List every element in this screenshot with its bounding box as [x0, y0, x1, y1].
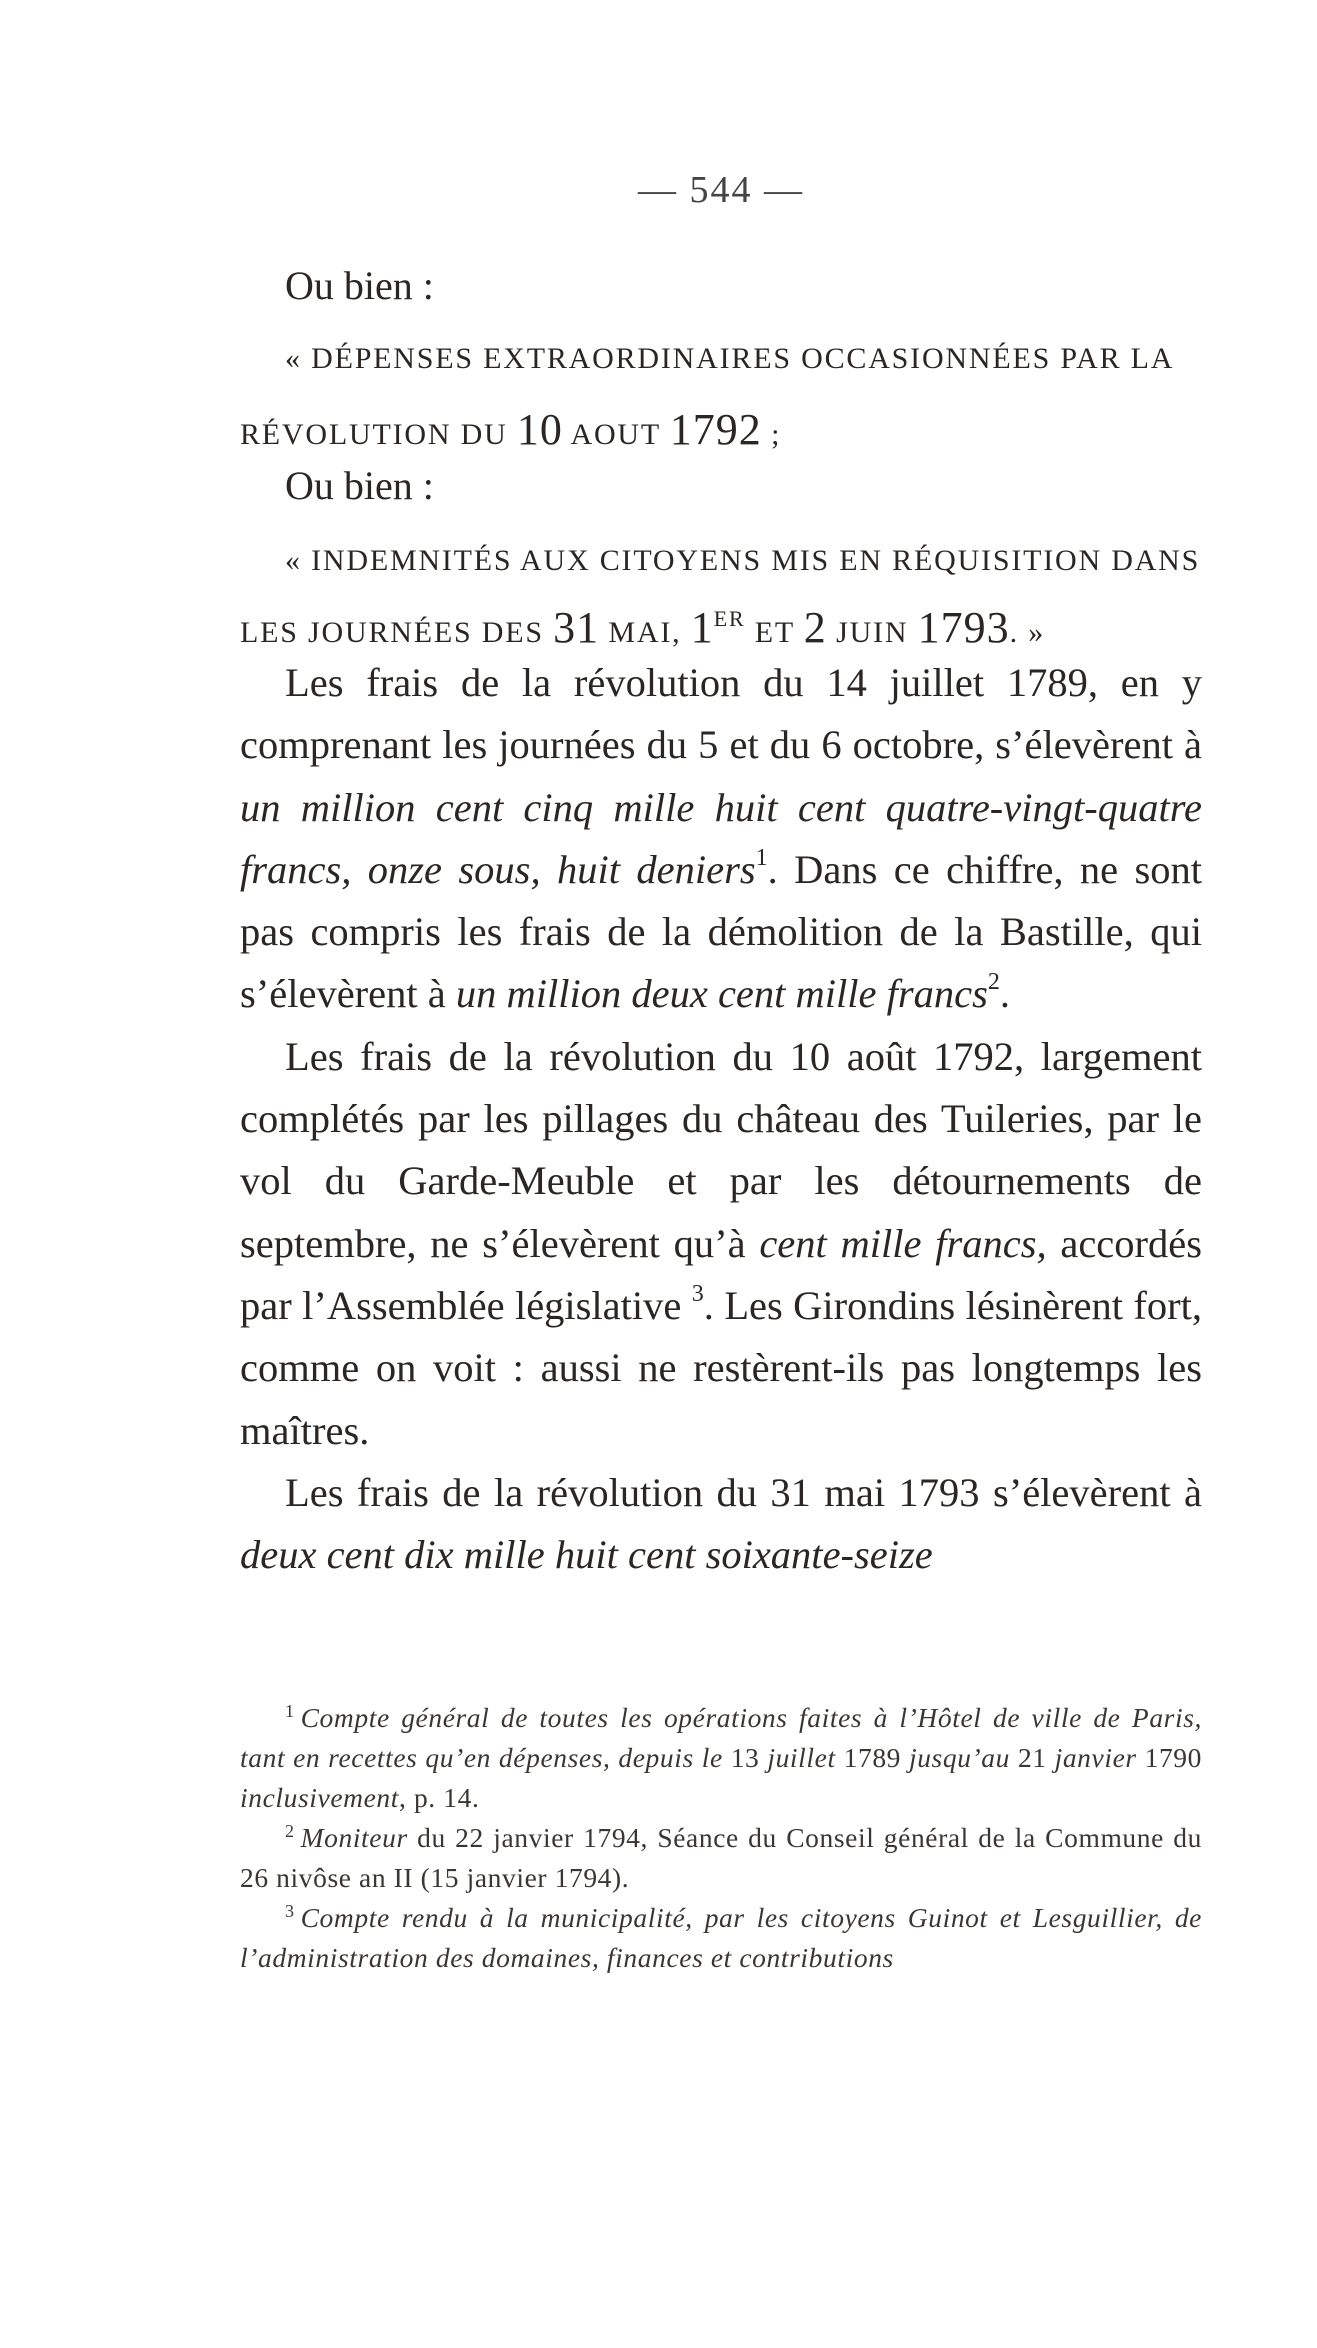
heading2-line2: [240, 602, 1045, 653]
heading1-text: « DÉPENSES EXTRAORDINAIRES OCCASIONNÉES PAR LA: [285, 342, 1175, 375]
paragraph-3-text: Les frais de la révolution du 31 mai 1793 s’élevèrent à: [285, 1469, 1202, 1515]
heading2-text: « INDEMNITÉS AUX CITOYENS MIS EN RÉQUISITION DANS: [285, 544, 1201, 577]
paragraph-1: [240, 652, 1202, 1026]
heading1-text: ;: [761, 418, 782, 451]
heading2-number: 2: [803, 603, 827, 652]
paragraph-2-text: . Les Girondins lésinèrent fort, comme on voit : aussi ne restèrent-ils pas longtemps les maîtres.: [240, 1282, 1203, 1453]
footnote-2-italic: Moniteur: [300, 1822, 408, 1853]
paragraph-2-italic: cent mille francs,: [759, 1220, 1047, 1266]
heading1-number: 1792: [669, 405, 762, 454]
footnote-3: [240, 1898, 1202, 1978]
footnote-1-text: 1789: [835, 1742, 909, 1773]
heading2-text: MAI,: [599, 616, 691, 649]
heading2-superscript: ER: [713, 606, 746, 631]
footnote-ref-1: 1: [755, 844, 768, 871]
footnote-3-mark: 3: [285, 1901, 295, 1921]
heading1-line1: [285, 342, 1174, 376]
heading2-number: 1793: [917, 603, 1010, 652]
paragraph-3-italic: deux cent dix mille huit cent soixante-seize: [240, 1532, 933, 1578]
heading1-line2: [240, 404, 781, 455]
footnote-1-italic: jusqu’au: [908, 1742, 1011, 1773]
heading2-text: ET: [745, 616, 804, 649]
paragraph-1-italic: un million cent cinq mille huit cent quatre-vingt-quatre francs, onze sous, huit deniers: [240, 784, 1202, 892]
heading2-text: LES JOURNÉES DES: [240, 616, 554, 649]
heading1-text: RÉVOLUTION DU: [240, 418, 517, 451]
paragraph-1-italic: un million deux cent mille francs: [455, 971, 988, 1017]
page-number: — 544 —: [638, 169, 804, 211]
paragraph-2-text: Les frais de la révolution du 10 août 1792, largement complétés par les pillages du château des Tuileries, par le vol du Garde-Meuble et par les détournements de septembre, ne s’élevèrent qu’à: [240, 1033, 1202, 1266]
heading2-text: . »: [1009, 616, 1045, 649]
footnote-ref-3: 3: [691, 1280, 704, 1307]
ou-bien-line-1: Ou bien :: [285, 263, 434, 308]
footnote-3-italic: Compte rendu à la municipalité, par les citoyens Guinot et Lesguillier, de l’administration des domaines, finances et contributions: [240, 1902, 1202, 1973]
footnote-2-mark: 2: [285, 1821, 295, 1841]
heading1-text: AOUT: [562, 418, 670, 451]
paragraph-1-text: Les frais de la révolution du 14 juillet 1789, en y comprenant les journées du 5 et du 6 octobre, s’élevèrent à: [240, 660, 1202, 768]
body-text: [240, 652, 1202, 1586]
footnote-2-text: du 22 janvier 1794, Séance du Conseil général de la Commune du 26 nivôse an II (15 janvier 1794).: [240, 1822, 1202, 1893]
footnote-1-mark: 1: [285, 1701, 295, 1721]
footnote-1-text: 1790: [1136, 1742, 1203, 1773]
heading1-number: 10: [516, 405, 563, 454]
footnote-1-text: 21: [1010, 1742, 1055, 1773]
heading2-line1: [285, 544, 1200, 578]
footnote-1-italic: inclusivement: [240, 1782, 399, 1813]
heading2-number: 1: [690, 603, 714, 652]
footnote-1-italic: juillet: [767, 1742, 836, 1773]
heading2-number: 31: [553, 603, 600, 652]
footnote-1: [240, 1698, 1202, 1818]
footnote-1-italic: Compte général de toutes les opérations faites à l’Hôtel de ville de Paris, tant en recettes qu’en dépenses, depuis le: [240, 1702, 1202, 1773]
paragraph-1-text: . Dans ce chiffre, ne sont pas compris les frais de la démolition de la Bastille, qui s’élevèrent à: [240, 846, 1202, 1017]
footnote-1-text: 13: [722, 1742, 768, 1773]
paragraph-3: [240, 1462, 1202, 1587]
footnote-1-text: , p. 14.: [399, 1782, 480, 1813]
footnote-2: [240, 1818, 1202, 1898]
ou-bien-line-2: Ou bien :: [285, 463, 434, 508]
paragraph-2: [240, 1026, 1202, 1462]
paragraph-1-text: .: [999, 971, 1011, 1017]
heading2-text: JUIN: [826, 616, 918, 649]
footnote-1-italic: janvier: [1054, 1742, 1137, 1773]
footnotes: [240, 1698, 1202, 1978]
footnote-ref-2: 2: [987, 969, 1000, 996]
paragraph-2-text: accordés par l’Assemblée législative: [240, 1220, 1202, 1328]
